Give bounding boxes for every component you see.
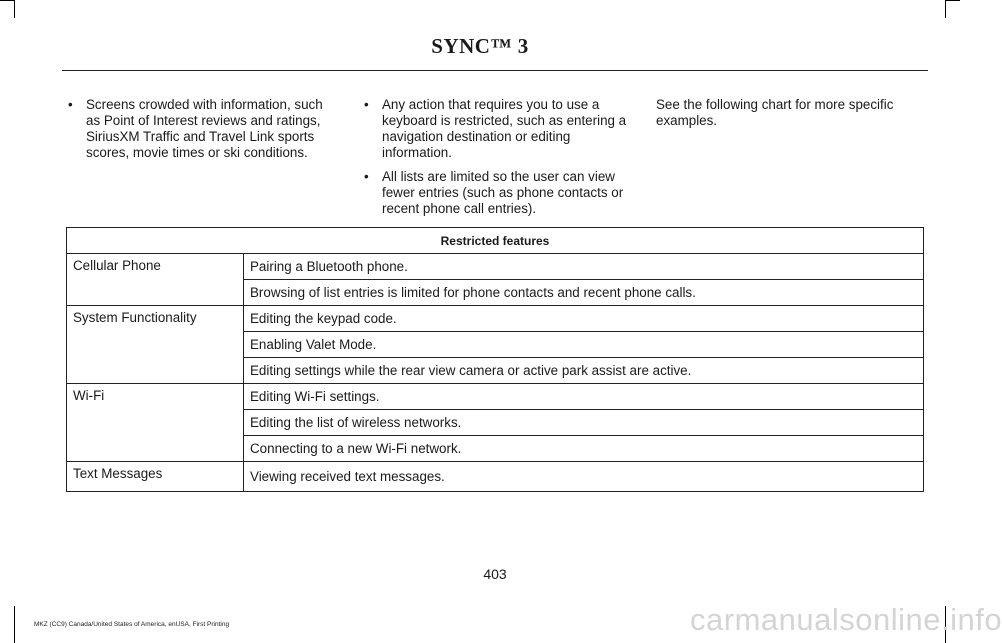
crop-mark: [946, 0, 960, 1]
footer-text: MKZ (CC9) Canada/United States of America, enUSA, First Printing: [34, 621, 230, 628]
bullet-item: • All lists are limited so the user can view fewer entries (such as phone contacts or recent phone call entries).: [362, 169, 634, 217]
table-row: [67, 254, 924, 280]
category-cell: Wi-Fi: [67, 384, 244, 462]
feature-cell: Editing the keypad code.: [244, 306, 924, 332]
watermark: carmanualsonline.info: [690, 602, 1002, 637]
feature-cell: Editing settings while the rear view camera or active park assist are active.: [244, 358, 924, 384]
page-number: 403: [483, 566, 507, 582]
feature-cell: Connecting to a new Wi-Fi network.: [244, 436, 924, 462]
feature-cell: Enabling Valet Mode.: [244, 332, 924, 358]
table-row: [67, 462, 924, 492]
feature-cell: Browsing of list entries is limited for phone contacts and recent phone calls.: [244, 280, 924, 306]
middle-column: [362, 97, 634, 225]
category-cell: System Functionality: [67, 306, 244, 384]
feature-cell: Editing the list of wireless networks.: [244, 410, 924, 436]
restricted-features-table: [66, 227, 924, 492]
table-header-row: [67, 228, 924, 254]
bullet-item: • Screens crowded with information, such as Point of Interest reviews and ratings, SiriusXM Traffic and Travel Link sports scores, movie times or ski conditions.: [66, 97, 340, 161]
table-row: [67, 384, 924, 410]
crop-mark: [14, 606, 15, 643]
crop-mark: [0, 0, 14, 1]
feature-cell: Editing Wi-Fi settings.: [244, 384, 924, 410]
category-cell: Text Messages: [67, 462, 244, 492]
feature-cell: Pairing a Bluetooth phone.: [244, 254, 924, 280]
intro-text: See the following chart for more specific examples.: [656, 97, 894, 128]
left-column: [66, 97, 340, 169]
crop-mark: [14, 0, 15, 18]
page-title: SYNC™ 3: [431, 34, 529, 58]
feature-cell: Viewing received text messages.: [244, 462, 924, 492]
category-cell: Cellular Phone: [67, 254, 244, 306]
right-column: [656, 97, 918, 129]
crop-mark: [945, 0, 946, 18]
table-row: [67, 306, 924, 332]
header-divider: [62, 70, 928, 71]
table-title: Restricted features: [67, 228, 924, 254]
bullet-item: • Any action that requires you to use a keyboard is restricted, such as entering a navigation destination or editing information.: [362, 97, 634, 161]
